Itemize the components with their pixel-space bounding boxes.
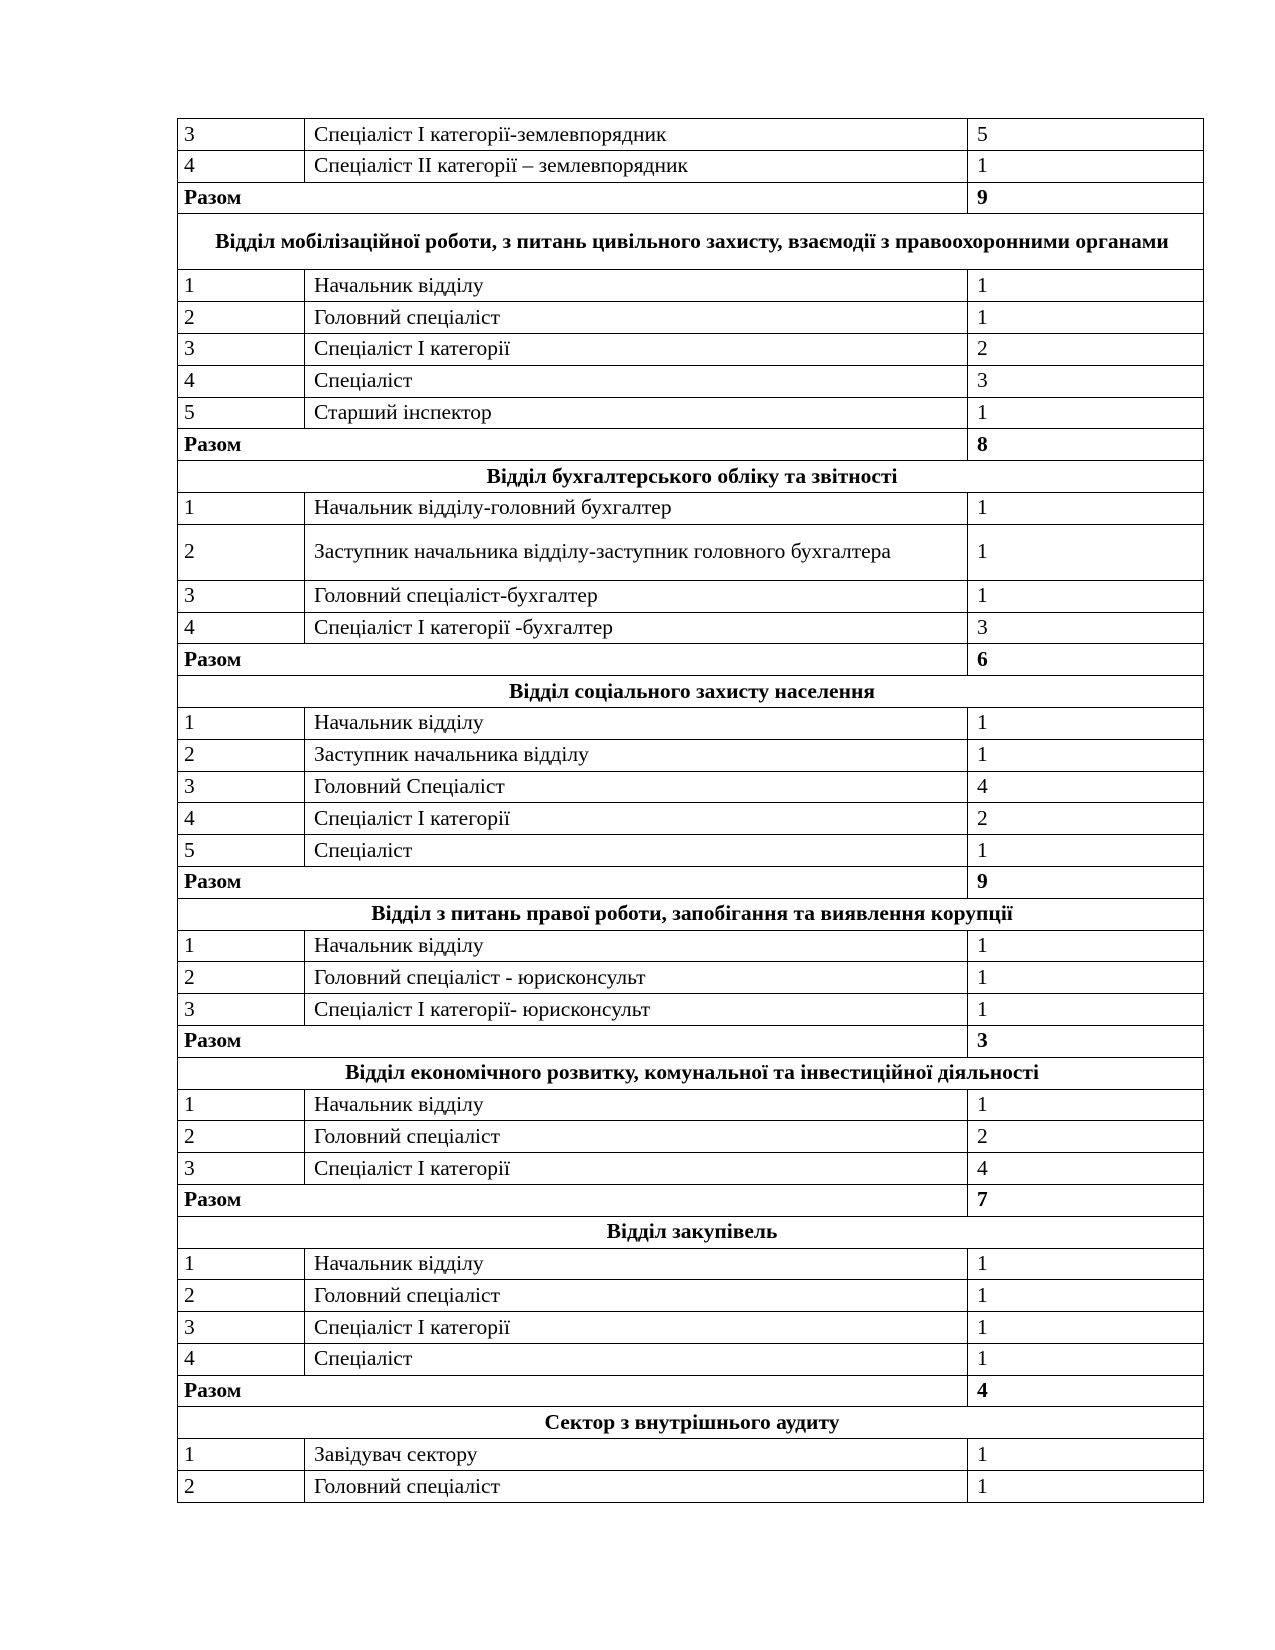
section-title: Відділ бухгалтерського обліку та звітності — [178, 461, 1204, 493]
position-title: Головний спеціаліст — [305, 1280, 968, 1312]
position-title: Начальник відділу — [305, 1248, 968, 1280]
section-header-row — [178, 676, 1204, 708]
section-title: Відділ мобілізаційної роботи, з питань цивільного захисту, взаємодії з правоохоронними органами — [178, 214, 1204, 270]
total-label: Разом — [178, 1025, 968, 1057]
row-number: 2 — [178, 1280, 305, 1312]
staff-count: 1 — [968, 1280, 1204, 1312]
total-label: Разом — [178, 429, 968, 461]
total-row — [178, 866, 1204, 898]
position-title: Головний Спеціаліст — [305, 771, 968, 803]
position-title: Старший інспектор — [305, 397, 968, 429]
table-row — [178, 492, 1204, 524]
row-number: 1 — [178, 1439, 305, 1471]
table-row — [178, 333, 1204, 365]
row-number: 5 — [178, 835, 305, 867]
staff-count: 1 — [968, 150, 1204, 182]
table-row — [178, 302, 1204, 334]
table-row — [178, 1343, 1204, 1375]
row-number: 3 — [178, 1153, 305, 1185]
table-row — [178, 994, 1204, 1026]
position-title: Начальник відділу — [305, 270, 968, 302]
section-title: Відділ закупівель — [178, 1216, 1204, 1248]
row-number: 3 — [178, 994, 305, 1026]
total-row — [178, 1025, 1204, 1057]
position-title: Спеціаліст І категорії -бухгалтер — [305, 612, 968, 644]
total-count: 9 — [968, 182, 1204, 214]
table-row — [178, 580, 1204, 612]
total-row — [178, 182, 1204, 214]
staff-count: 1 — [968, 835, 1204, 867]
position-title: Заступник начальника відділу — [305, 739, 968, 771]
row-number: 1 — [178, 1248, 305, 1280]
section-header-row — [178, 1216, 1204, 1248]
row-number: 5 — [178, 397, 305, 429]
total-label: Разом — [178, 644, 968, 676]
row-number: 4 — [178, 803, 305, 835]
table-row — [178, 119, 1204, 151]
position-title: Головний спеціаліст — [305, 1471, 968, 1503]
staff-count: 1 — [968, 580, 1204, 612]
staffing-table-body — [178, 119, 1204, 1503]
section-header-row — [178, 1407, 1204, 1439]
row-number: 1 — [178, 492, 305, 524]
position-title: Головний спеціаліст — [305, 302, 968, 334]
total-row — [178, 644, 1204, 676]
section-title: Відділ економічного розвитку, комунальної та інвестиційної діяльності — [178, 1057, 1204, 1089]
total-count: 7 — [968, 1184, 1204, 1216]
staff-count: 1 — [968, 524, 1204, 580]
position-title: Спеціаліст — [305, 1343, 968, 1375]
position-title: Спеціаліст І категорії- юрисконсульт — [305, 994, 968, 1026]
position-title: Начальник відділу — [305, 930, 968, 962]
staff-count: 1 — [968, 962, 1204, 994]
total-row — [178, 429, 1204, 461]
section-header-row — [178, 461, 1204, 493]
table-row — [178, 1089, 1204, 1121]
staff-count: 1 — [968, 994, 1204, 1026]
staff-count: 5 — [968, 119, 1204, 151]
staff-count: 1 — [968, 492, 1204, 524]
position-title: Спеціаліст І категорії — [305, 333, 968, 365]
staff-count: 2 — [968, 333, 1204, 365]
row-number: 2 — [178, 962, 305, 994]
row-number: 1 — [178, 1089, 305, 1121]
staff-count: 1 — [968, 739, 1204, 771]
section-title: Відділ соціального захисту населення — [178, 676, 1204, 708]
row-number: 4 — [178, 612, 305, 644]
staff-count: 1 — [968, 1471, 1204, 1503]
row-number: 3 — [178, 771, 305, 803]
position-title: Начальник відділу — [305, 707, 968, 739]
total-count: 4 — [968, 1375, 1204, 1407]
section-header-row — [178, 898, 1204, 930]
staff-count: 1 — [968, 1312, 1204, 1344]
position-title: Спеціаліст І категорії — [305, 803, 968, 835]
table-row — [178, 397, 1204, 429]
row-number: 4 — [178, 1343, 305, 1375]
position-title: Спеціаліст І категорії — [305, 1153, 968, 1185]
staff-count: 1 — [968, 1439, 1204, 1471]
staff-count: 1 — [968, 707, 1204, 739]
row-number: 3 — [178, 1312, 305, 1344]
staff-count: 1 — [968, 930, 1204, 962]
total-row — [178, 1184, 1204, 1216]
row-number: 1 — [178, 930, 305, 962]
row-number: 1 — [178, 707, 305, 739]
position-title: Спеціаліст ІІ категорії – землевпорядник — [305, 150, 968, 182]
row-number: 4 — [178, 365, 305, 397]
table-row — [178, 1312, 1204, 1344]
staff-count: 1 — [968, 1343, 1204, 1375]
total-count: 6 — [968, 644, 1204, 676]
staff-count: 4 — [968, 1153, 1204, 1185]
row-number: 3 — [178, 119, 305, 151]
staff-count: 1 — [968, 1089, 1204, 1121]
table-row — [178, 803, 1204, 835]
position-title: Головний спеціаліст — [305, 1121, 968, 1153]
row-number: 2 — [178, 1121, 305, 1153]
table-row — [178, 1439, 1204, 1471]
position-title: Головний спеціаліст - юрисконсульт — [305, 962, 968, 994]
position-title: Начальник відділу-головний бухгалтер — [305, 492, 968, 524]
section-title: Сектор з внутрішнього аудиту — [178, 1407, 1204, 1439]
staff-count: 2 — [968, 803, 1204, 835]
table-row — [178, 1471, 1204, 1503]
table-row — [178, 707, 1204, 739]
table-row — [178, 150, 1204, 182]
total-count: 9 — [968, 866, 1204, 898]
row-number: 2 — [178, 524, 305, 580]
row-number: 2 — [178, 739, 305, 771]
row-number: 2 — [178, 1471, 305, 1503]
position-title: Головний спеціаліст-бухгалтер — [305, 580, 968, 612]
position-title: Завідувач сектору — [305, 1439, 968, 1471]
position-title: Начальник відділу — [305, 1089, 968, 1121]
table-row — [178, 365, 1204, 397]
staff-count: 3 — [968, 612, 1204, 644]
staffing-table — [177, 118, 1204, 1503]
section-header-row — [178, 1057, 1204, 1089]
total-label: Разом — [178, 1184, 968, 1216]
table-row — [178, 1121, 1204, 1153]
table-row — [178, 930, 1204, 962]
total-count: 3 — [968, 1025, 1204, 1057]
staff-count: 4 — [968, 771, 1204, 803]
staff-count: 3 — [968, 365, 1204, 397]
table-row — [178, 835, 1204, 867]
table-row — [178, 524, 1204, 580]
position-title: Спеціаліст — [305, 365, 968, 397]
staff-count: 1 — [968, 1248, 1204, 1280]
row-number: 3 — [178, 580, 305, 612]
staff-count: 1 — [968, 302, 1204, 334]
table-row — [178, 1153, 1204, 1185]
row-number: 1 — [178, 270, 305, 302]
staff-count: 1 — [968, 270, 1204, 302]
position-title: Спеціаліст І категорії-землевпорядник — [305, 119, 968, 151]
total-label: Разом — [178, 866, 968, 898]
staff-count: 1 — [968, 397, 1204, 429]
table-row — [178, 612, 1204, 644]
position-title: Спеціаліст І категорії — [305, 1312, 968, 1344]
section-title: Відділ з питань правої роботи, запобігання та виявлення корупції — [178, 898, 1204, 930]
section-header-row — [178, 214, 1204, 270]
table-row — [178, 771, 1204, 803]
row-number: 2 — [178, 302, 305, 334]
total-label: Разом — [178, 182, 968, 214]
row-number: 3 — [178, 333, 305, 365]
table-row — [178, 739, 1204, 771]
position-title: Спеціаліст — [305, 835, 968, 867]
total-row — [178, 1375, 1204, 1407]
position-title: Заступник начальника відділу-заступник головного бухгалтера — [305, 524, 968, 580]
row-number: 4 — [178, 150, 305, 182]
table-row — [178, 1248, 1204, 1280]
staff-count: 2 — [968, 1121, 1204, 1153]
total-label: Разом — [178, 1375, 968, 1407]
table-row — [178, 1280, 1204, 1312]
table-row — [178, 962, 1204, 994]
table-row — [178, 270, 1204, 302]
total-count: 8 — [968, 429, 1204, 461]
